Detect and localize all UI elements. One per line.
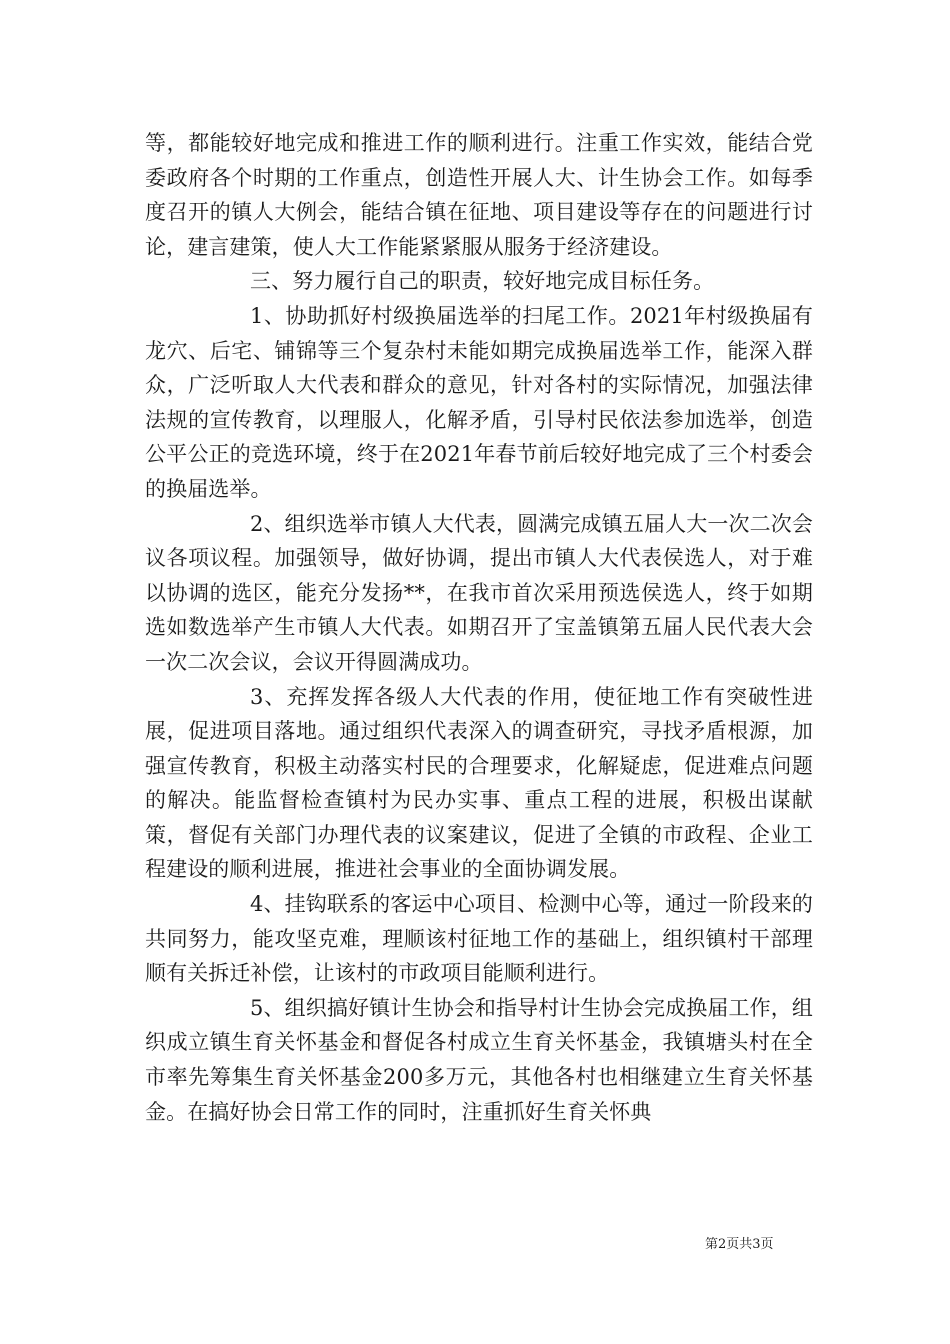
page-number: 第2页共3页 bbox=[705, 1237, 774, 1252]
paragraph-continuation: 等，都能较好地完成和推进工作的顺利进行。注重工作实效，能结合党委政府各个时期的工作重点，创造性开展人大、计生协会工作。如每季度召开的镇人大例会，能结合镇在征地、项目建设等存在的问题进行讨论，建言建策，使人大工作能紧紧服从服务于经济建设。 bbox=[145, 131, 813, 259]
paragraph-item-4: 4、挂钩联系的客运中心项目、检测中心等，通过一阶段来的共同努力，能攻坚克难，理顺该村征地工作的基础上，组织镇村干部理顺有关拆迁补偿，让该村的市政项目能顺利进行。 bbox=[145, 892, 813, 986]
paragraph-item-1: 1、协助抓好村级换届选举的扫尾工作。2021年村级换届有龙穴、后宅、铺锦等三个复杂村未能如期完成换届选举工作，能深入群众，广泛听取人大代表和群众的意见，针对各村的实际情况，加强法律法规的宣传教育，以理服人，化解矛盾，引导村民依法参加选举，创造公平公正的竞选环境，终于在2021年春节前后较好地完成了三个村委会的换届选举。 bbox=[145, 303, 813, 501]
body-text bbox=[145, 126, 813, 1129]
paragraph-item-5: 5、组织搞好镇计生协会和指导村计生协会完成换届工作，组织成立镇生育关怀基金和督促各村成立生育关怀基金，我镇塘头村在全市率先筹集生育关怀基金200多万元，其他各村也相继建立生育关怀基金。在搞好协会日常工作的同时，注重抓好生育关怀典 bbox=[145, 995, 813, 1124]
paragraph-item-2: 2、组织选举市镇人大代表，圆满完成镇五届人大一次二次会议各项议程。加强领导，做好协调，提出市镇人大代表侯选人，对于难以协调的选区，能充分发扬**，在我市首次采用预选侯选人，终于如期选如数选举产生市镇人大代表。如期召开了宝盖镇第五届人民代表大会一次二次会议，会议开得圆满成功。 bbox=[145, 511, 813, 674]
section-heading: 三、努力履行自己的职责，较好地完成目标任务。 bbox=[250, 269, 715, 294]
paragraph-item-3: 3、充挥发挥各级人大代表的作用，使征地工作有突破性进展，促进项目落地。通过组织代表深入的调查研究，寻找矛盾根源，加强宣传教育，积极主动落实村民的合理要求，化解疑虑，促进难点问题的解决。能监督检查镇村为民办实事、重点工程的进展，积极出谋献策，督促有关部门办理代表的议案建议，促进了全镇的市政程、企业工程建设的顺利进展，推进社会事业的全面协调发展。 bbox=[145, 684, 813, 882]
